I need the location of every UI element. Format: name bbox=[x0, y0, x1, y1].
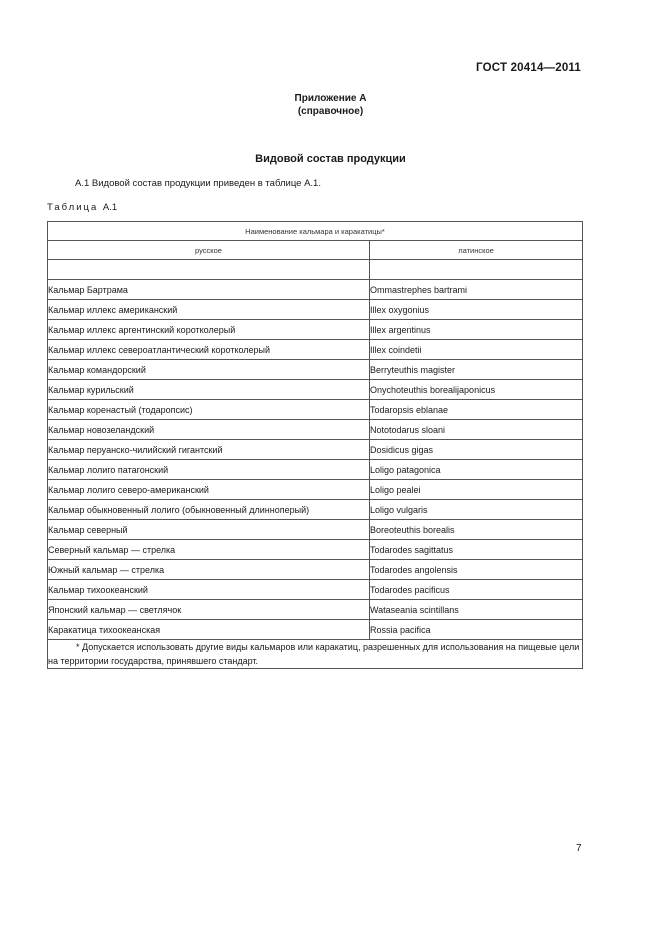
russian-name-cell: Кальмар перуанско-чилийский гигантский bbox=[48, 440, 370, 460]
table-row bbox=[48, 420, 583, 440]
russian-name-cell: Кальмар лолиго патагонский bbox=[48, 460, 370, 480]
table-row bbox=[48, 280, 583, 300]
russian-name-cell: Каракатица тихоокеанская bbox=[48, 620, 370, 640]
russian-name-cell: Кальмар иллекс североатлантический коротколерый bbox=[48, 340, 370, 360]
appendix-heading bbox=[0, 92, 661, 118]
table-row bbox=[48, 580, 583, 600]
table-footnote: * Допускается использовать другие виды кальмаров или каракатиц, разрешенных для использования на пищевые цели на территории государства, принявшего стандарт. bbox=[48, 640, 583, 669]
species-table bbox=[47, 221, 583, 669]
table-row bbox=[48, 600, 583, 620]
table-row bbox=[48, 440, 583, 460]
appendix-subtitle: (справочное) bbox=[297, 106, 364, 117]
russian-name-cell: Кальмар коренастый (тодаропсис) bbox=[48, 400, 370, 420]
table-caption-word: Таблица bbox=[47, 202, 99, 213]
russian-name-cell: Кальмар курильский bbox=[48, 380, 370, 400]
latin-name-cell: Dosidicus gigas bbox=[370, 440, 583, 460]
latin-name-cell: Loligo vulgaris bbox=[370, 500, 583, 520]
russian-name-cell: Кальмар иллекс аргентинский коротколерый bbox=[48, 320, 370, 340]
table-row bbox=[48, 340, 583, 360]
page-number: 7 bbox=[576, 843, 582, 854]
section-title: Видовой состав продукции bbox=[255, 153, 406, 165]
latin-name-cell: Wataseania scintillans bbox=[370, 600, 583, 620]
table-row bbox=[48, 380, 583, 400]
column-header-russian: русское bbox=[48, 241, 370, 260]
table-row bbox=[48, 460, 583, 480]
latin-name-cell: Illex coindetii bbox=[370, 340, 583, 360]
latin-name-cell: Loligo pealei bbox=[370, 480, 583, 500]
table-row bbox=[48, 540, 583, 560]
appendix-title: Приложение А bbox=[294, 93, 367, 104]
russian-name-cell: Кальмар командорский bbox=[48, 360, 370, 380]
table-row bbox=[48, 360, 583, 380]
russian-name-cell: Кальмар обыкновенный лолиго (обыкновенный длинноперый) bbox=[48, 500, 370, 520]
table-row bbox=[48, 400, 583, 420]
russian-name-cell: Северный кальмар — стрелка bbox=[48, 540, 370, 560]
russian-name-cell: Кальмар лолиго северо-американский bbox=[48, 480, 370, 500]
latin-name-cell: Todarodes pacificus bbox=[370, 580, 583, 600]
table-caption bbox=[47, 202, 117, 213]
table-header-main: Наименование кальмара и каракатицы* bbox=[48, 222, 583, 241]
latin-name-cell: Todaropsis eblanae bbox=[370, 400, 583, 420]
latin-name-cell: Onychoteuthis borealijaponicus bbox=[370, 380, 583, 400]
document-code: ГОСТ 20414—2011 bbox=[476, 62, 581, 74]
latin-name-cell: Boreoteuthis borealis bbox=[370, 520, 583, 540]
table-row bbox=[48, 300, 583, 320]
table-caption-number: А.1 bbox=[102, 202, 118, 213]
russian-name-cell: Японский кальмар — светлячок bbox=[48, 600, 370, 620]
latin-name-cell: Nototodarus sloani bbox=[370, 420, 583, 440]
table-row bbox=[48, 560, 583, 580]
russian-name-cell: Кальмар северный bbox=[48, 520, 370, 540]
table-body bbox=[48, 260, 583, 640]
russian-name-cell: Кальмар новозеландский bbox=[48, 420, 370, 440]
latin-name-cell: Loligo patagonica bbox=[370, 460, 583, 480]
table-row bbox=[48, 320, 583, 340]
table-row bbox=[48, 480, 583, 500]
table-spacer-row bbox=[48, 260, 583, 280]
latin-name-cell: Rossia pacifica bbox=[370, 620, 583, 640]
table-row bbox=[48, 620, 583, 640]
latin-name-cell: Todarodes sagittatus bbox=[370, 540, 583, 560]
latin-name-cell: Illex argentinus bbox=[370, 320, 583, 340]
latin-name-cell: Ommastrephes bartrami bbox=[370, 280, 583, 300]
russian-name-cell: Кальмар Бартрама bbox=[48, 280, 370, 300]
latin-name-cell: Illex oxygonius bbox=[370, 300, 583, 320]
intro-paragraph: А.1 Видовой состав продукции приведен в таблице А.1. bbox=[75, 178, 321, 189]
russian-name-cell: Кальмар тихоокеанский bbox=[48, 580, 370, 600]
latin-name-cell: Berryteuthis magister bbox=[370, 360, 583, 380]
russian-name-cell: Южный кальмар — стрелка bbox=[48, 560, 370, 580]
russian-name-cell: Кальмар иллекс американский bbox=[48, 300, 370, 320]
latin-name-cell: Todarodes angolensis bbox=[370, 560, 583, 580]
table-row bbox=[48, 500, 583, 520]
table-row bbox=[48, 520, 583, 540]
column-header-latin: латинское bbox=[370, 241, 583, 260]
